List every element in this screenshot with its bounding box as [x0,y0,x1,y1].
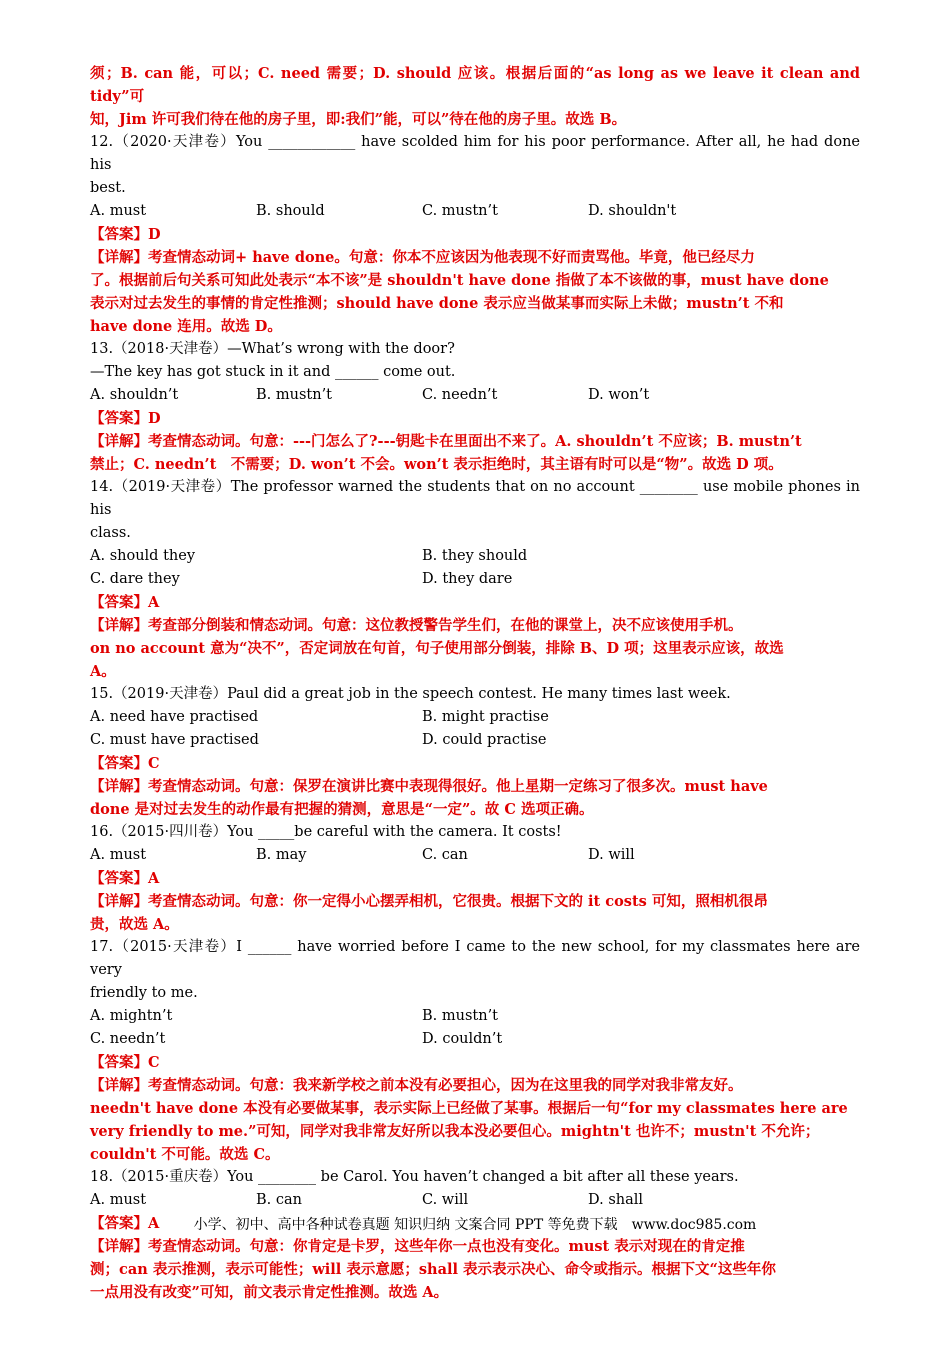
explanation-line: 【详解】考查情态动词。句意：你一定得小心摆弄相机，它很贵。根据下文的 it costs 可知，照相机很昂 [90,893,768,910]
option: D. they dare [422,571,513,587]
question-stem: best. [90,180,126,196]
option: D. will [588,847,635,863]
question-stem: 14.（2019·天津卷）The professor warned the students that on no account ________ use mobile phones in his [90,479,860,518]
question-block [90,936,860,1166]
option: B. might practise [422,709,549,725]
option: B. should [256,203,325,219]
answer-label: 【答案】A [90,1215,160,1232]
answer-label: 【答案】C [90,1054,160,1071]
question-block [90,821,860,936]
option: C. needn’t [90,1031,166,1047]
options-row [90,1189,860,1212]
question-stem: 18.（2015·重庆卷）You ________ be Carol. You haven’t changed a bit after all these years. [90,1169,739,1185]
question-stem: friendly to me. [90,985,198,1001]
explanation-line: 表示对过去发生的事情的肯定性推测；should have done 表示应当做某事而实际上未做；mustn’t 不和 [90,295,784,312]
explanation-line: done 是对过去发生的动作最有把握的猜测，意思是“一定”。故 C 选项正确。 [90,801,594,818]
explanation-line: 【详解】考查情态动词。句意：保罗在演讲比赛中表现得很好。他上星期一定练习了很多次。must have [90,778,768,795]
option: D. shall [588,1192,644,1208]
options-row [90,568,860,591]
options-row [90,706,860,729]
option: A. must [90,847,147,863]
option: C. needn’t [422,387,498,403]
option: D. couldn’t [422,1031,503,1047]
option: A. must [90,203,147,219]
question-stem: class. [90,525,131,541]
option: A. need have practised [90,709,259,725]
explanation-line: have done 连用。故选 D。 [90,318,282,335]
explanation-line: 【详解】考查情态动词。句意：---门怎么了?---钥匙卡在里面出不来了。A. shouldn’t 不应该；B. mustn’t [90,433,802,450]
explanation-line: A。 [90,663,116,680]
explanation-line: 测；can 表示推测，表示可能性；will 表示意愿；shall 表示表示决心、命令或指示。根据下文“这些年你 [90,1261,776,1278]
page-footer: 小学、初中、高中各种试卷真题 知识归纳 文案合同 PPT 等免费下载 www.doc985.com [193,1217,757,1233]
option: A. should they [90,548,196,564]
answer-label: 【答案】D [90,226,161,243]
explanation-line: very friendly to me.”可知，同学对我非常友好所以我本没必要但心。mightn't 也许不；mustn't 不允许； [90,1123,820,1140]
explanation-line: couldn't 不可能。故选 C。 [90,1146,280,1163]
options-row [90,545,860,568]
option: B. mustn’t [422,1008,499,1024]
explanation-line: 禁止；C. needn’t 不需要；D. won’t 不会。won’t 表示拒绝时，其主语有时可以是“物”。故选 D 项。 [90,456,783,473]
options-row [90,384,860,407]
option: A. shouldn’t [90,387,179,403]
option: C. mustn’t [422,203,498,219]
options-row [90,729,860,752]
option: D. shouldn't [588,203,677,219]
options-row [90,200,860,223]
answer-label: 【答案】A [90,870,160,887]
option: B. can [256,1192,302,1208]
option: D. could practise [422,732,547,748]
question-block [90,476,860,683]
option: A. mightn’t [90,1008,173,1024]
option: B. may [256,847,307,863]
question-stem: —The key has got stuck in it and ______ come out. [90,364,456,380]
option: B. mustn’t [256,387,333,403]
answer-label: 【答案】A [90,594,160,611]
explanation-line: on no account 意为“决不”，否定词放在句首，句子使用部分倒装，排除 B、D 项；这里表示应该，故选 [90,640,784,657]
option: C. can [422,847,468,863]
answer-label: 【答案】C [90,755,160,772]
options-row [90,1005,860,1028]
option: C. dare they [90,571,180,587]
question-block [90,338,860,476]
question-block [90,1166,860,1304]
explanation-line: 【详解】考查情态动词。句意：你肯定是卡罗，这些年你一点也没有变化。must 表示对现在的肯定推 [90,1238,745,1255]
explanation-line: 贵，故选 A。 [90,916,179,933]
option: B. they should [422,548,528,564]
question-stem: 12.（2020·天津卷）You ____________ have scolded him for his poor performance. After all, he had done his [90,134,860,173]
question-stem: 15.（2019·天津卷）Paul did a great job in the speech contest. He many times last week. [90,686,731,702]
explanation-line: 【详解】考查部分倒装和情态动词。句意：这位教授警告学生们，在他的课堂上，决不应该使用手机。 [90,617,743,634]
question-block [90,131,860,338]
option: A. must [90,1192,147,1208]
explanation-line: needn't have done 本没有必要做某事，表示实际上已经做了某事。根据后一句“for my classmates here are [90,1100,848,1117]
explanation-line: 了。根据前后句关系可知此处表示“本不该”是 shouldn't have done 指做了本不该做的事，must have done [90,272,829,289]
option: C. must have practised [90,732,259,748]
intro-line: 知，Jim 许可我们待在他的房子里，即:我们”能，可以”待在他的房子里。故选 B。 [90,111,627,128]
answer-label: 【答案】D [90,410,161,427]
options-row [90,844,860,867]
explanation-line: 一点用没有改变”可知，前文表示肯定性推测。故选 A。 [90,1284,449,1301]
document-body [90,62,860,1304]
option: C. will [422,1192,469,1208]
question-stem: 13.（2018·天津卷）—What’s wrong with the door? [90,341,455,357]
intro-line: 须；B. can 能，可以；C. need 需要；D. should 应该。根据后面的“as long as we leave it clean and tidy”可 [90,65,860,105]
question-stem: 17.（2015·天津卷）I ______ have worried before I came to the new school, for my classmates here are very [90,939,860,978]
explanation-line: 【详解】考查情态动词+ have done。句意：你本不应该因为他表现不好而责骂他。毕竟，他已经尽力 [90,249,755,266]
explanation-line: 【详解】考查情态动词。句意：我来新学校之前本没有必要担心，因为在这里我的同学对我非常友好。 [90,1077,743,1094]
question-block [90,683,860,821]
question-list [90,131,860,1304]
options-row [90,1028,860,1051]
option: D. won’t [588,387,650,403]
question-stem: 16.（2015·四川卷）You _____be careful with the camera. It costs! [90,824,562,840]
